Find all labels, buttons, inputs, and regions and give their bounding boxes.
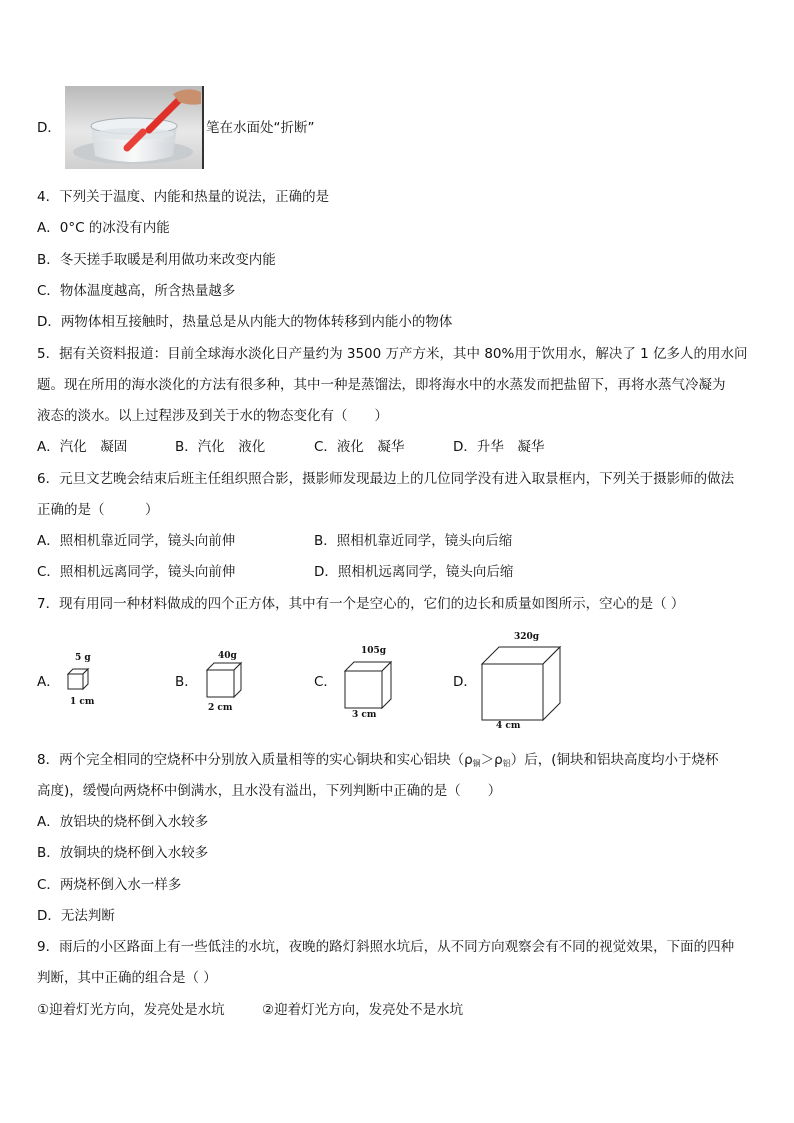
q7-cube-c-mass: 105g <box>361 646 387 656</box>
q5-option-a: A．汽化 凝固 <box>37 439 128 455</box>
q7-cube-d-edge: 4 cm <box>496 721 521 731</box>
q5-option-c: C．液化 凝华 <box>314 439 405 455</box>
q4-stem: 4．下列关于温度、内能和热量的说法，正确的是 <box>37 189 330 205</box>
q4-option-d: D．两物体相互接触时，热量总是从内能大的物体转移到内能小的物体 <box>37 314 453 330</box>
q9-stem-line-2: 判断，其中正确的组合是（ ） <box>37 970 217 986</box>
q8-option-d: D．无法判断 <box>37 908 115 924</box>
q7-cube-b-mass: 40g <box>218 651 237 661</box>
q7-cube-d-figure <box>478 640 568 725</box>
q6-stem-line-2: 正确的是（ ） <box>37 502 159 518</box>
aluminum-subscript: 铝 <box>502 759 511 768</box>
q8-option-c: C．两烧杯倒入水一样多 <box>37 877 182 893</box>
q7-option-a-letter: A． <box>37 674 60 690</box>
q8-stem-line-2: 高度)，缓慢向两烧杯中倒满水，且水没有溢出，下列判断中正确的是（ ） <box>37 783 502 799</box>
pencil-in-water-photo <box>65 86 204 169</box>
q7-cube-d-mass: 320g <box>514 632 540 642</box>
q5-stem-line-3: 液态的淡水。以上过程涉及到关于水的物态变化有（ ） <box>37 408 388 424</box>
q8-stem-line-1-b: ）后，(铜块和铝块高度均小于烧杯 <box>510 752 719 768</box>
q7-stem: 7．现有用同一种材料做成的四个正方体，其中有一个是空心的，它们的边长和质量如图所示，空心的是（ ） <box>37 596 685 612</box>
q7-cube-b-figure <box>200 658 250 708</box>
q7-option-c-letter: C． <box>314 674 337 690</box>
q5-option-b: B．汽化 液化 <box>175 439 266 455</box>
q9-stem-line-1: 9．雨后的小区路面上有一些低洼的水坑，夜晚的路灯斜照水坑后，从不同方向观察会有不同的视觉效果，下面的四种 <box>37 939 735 955</box>
q3-option-d-letter: D． <box>37 120 61 136</box>
q7-cube-a-edge: 1 cm <box>70 697 95 707</box>
q7-cube-a-mass: 5 g <box>75 653 91 663</box>
q4-option-a: A．0°C 的冰没有内能 <box>37 220 170 236</box>
q6-option-c: C．照相机远离同学，镜头向前伸 <box>37 564 236 580</box>
q8-option-b: B．放铜块的烧杯倒入水较多 <box>37 845 209 861</box>
q8-option-a: A．放铝块的烧杯倒入水较多 <box>37 814 209 830</box>
q7-cube-c-edge: 3 cm <box>352 710 377 720</box>
q4-option-c: C．物体温度越高，所含热量越多 <box>37 283 236 299</box>
q6-option-a: A．照相机靠近同学，镜头向前伸 <box>37 533 236 549</box>
q6-option-b: B．照相机靠近同学，镜头向后缩 <box>314 533 513 549</box>
q5-stem-line-2: 题。现在所用的海水淡化的方法有很多种，其中一种是蒸馏法，即将海水中的水蒸发而把盐留下，再将水蒸气冷凝为 <box>37 377 726 393</box>
q8-stem-line-1 <box>37 751 719 773</box>
q7-cube-c-figure <box>340 654 400 714</box>
q8-stem-line-1-a: 8．两个完全相同的空烧杯中分别放入质量相等的实心铜块和实心铝块（ρ <box>37 752 473 768</box>
q3-option-d-caption: 笔在水面处“折断” <box>206 120 315 136</box>
q9-statement-2: ②迎着灯光方向，发亮处不是水坑 <box>262 1002 464 1018</box>
q7-option-d-letter: D． <box>453 674 477 690</box>
q7-option-b-letter: B． <box>175 674 198 690</box>
q7-cube-b-edge: 2 cm <box>208 703 233 713</box>
q6-stem-line-1: 6．元旦文艺晚会结束后班主任组织照合影，摄影师发现最边上的几位同学没有进入取景框内，下列关于摄影师的做法 <box>37 471 735 487</box>
copper-subscript: 铜 <box>472 759 481 768</box>
q9-statement-1: ①迎着灯光方向，发亮处是水坑 <box>37 1002 225 1018</box>
q4-option-b: B．冬天搓手取暖是利用做功来改变内能 <box>37 252 276 268</box>
q6-option-d: D．照相机远离同学，镜头向后缩 <box>314 564 514 580</box>
greater-than-rho: ＞ρ <box>480 752 503 768</box>
q5-option-d: D．升华 凝华 <box>453 439 545 455</box>
q5-stem-line-1: 5．据有关资料报道：目前全球海水淡化日产量约为 3500 万产方米，其中 80%用于饮用水，解决了 1 亿多人的用水问 <box>37 346 748 362</box>
